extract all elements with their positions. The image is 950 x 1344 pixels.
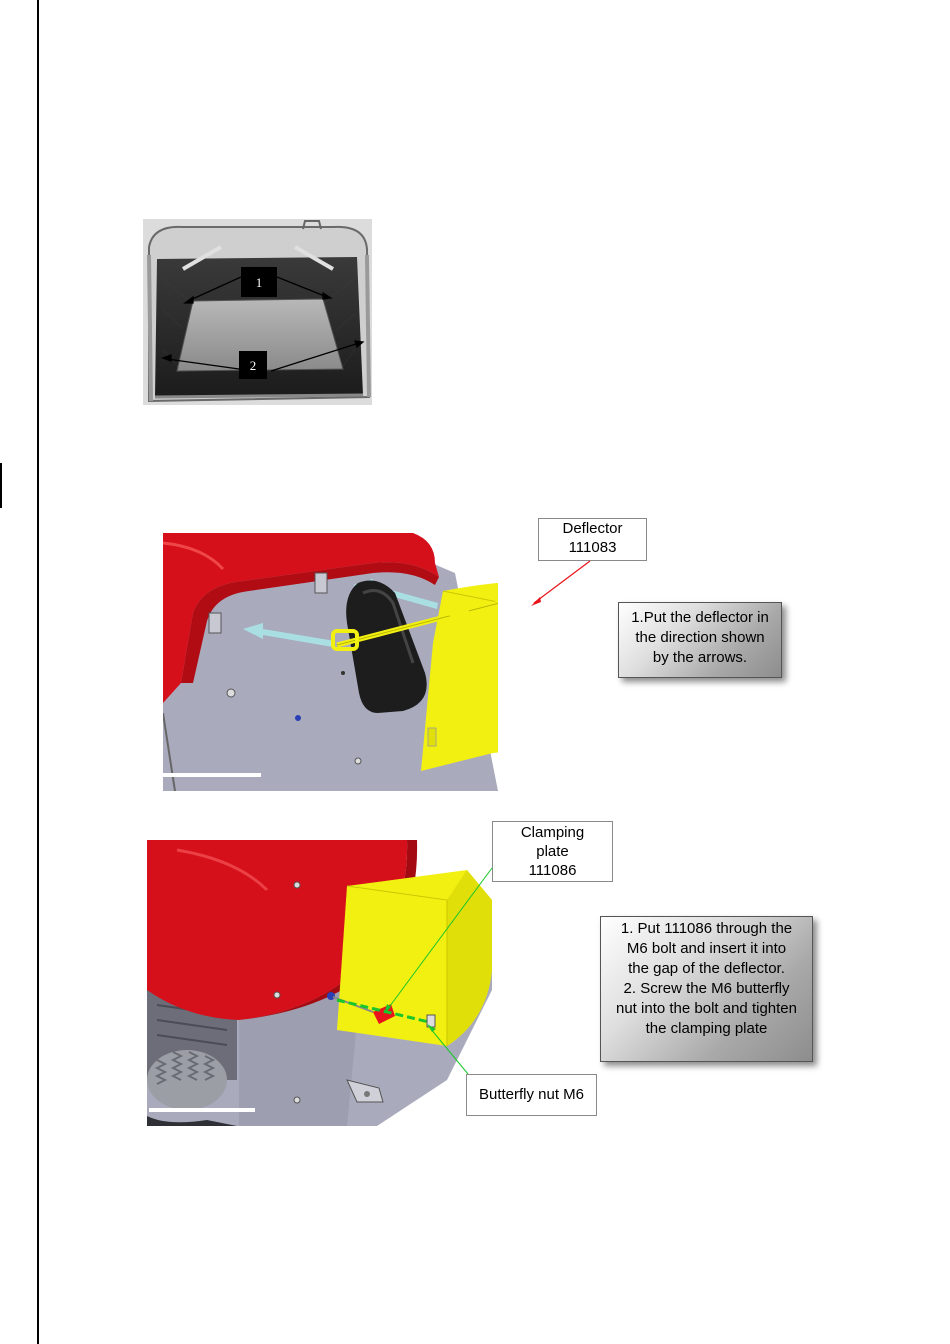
wheel-tire	[147, 1050, 227, 1110]
deflector-instruction-line: the direction shown	[635, 629, 765, 646]
grass-bag-illustration	[143, 219, 372, 405]
clamping-plate-label-partno: 111086	[528, 862, 577, 879]
deflector-instruction-line: 1.Put the deflector in	[631, 609, 769, 626]
deflector-label-name: Deflector	[562, 520, 623, 537]
deflector-cad-illustration	[163, 533, 498, 791]
margin-marker	[0, 463, 2, 508]
clamping-instruction-line: 2. Screw the M6 butterfly	[623, 980, 790, 997]
clamping-plate-install-drawing	[147, 840, 492, 1126]
callout-number-2: 2	[249, 358, 257, 373]
clamping-instruction-line: nut into the bolt and tighten	[616, 1000, 797, 1017]
butterfly-nut-label: Butterfly nut M6	[466, 1074, 597, 1116]
deflector-install-drawing	[163, 533, 498, 791]
deflector-label-partno: 111083	[568, 539, 617, 556]
clamping-plate-label-line: Clamping	[520, 824, 585, 841]
bracket-upper	[315, 573, 327, 593]
deflector-instruction-box	[618, 602, 782, 678]
clamping-cad-illustration	[147, 840, 492, 1126]
clamping-instruction-line: the gap of the deflector.	[628, 960, 785, 977]
callout-number-1: 1	[255, 275, 263, 290]
clamping-plate-label	[492, 821, 613, 882]
clamping-instruction-line: the clamping plate	[645, 1020, 768, 1037]
clamping-instruction-line: 1. Put 111086 through the	[620, 920, 793, 937]
grass-bag-photo	[143, 219, 372, 405]
page-margin-rule	[37, 0, 39, 1344]
clamping-plate-label-line: plate	[536, 843, 569, 860]
clamping-instruction-line: M6 bolt and insert it into	[626, 940, 787, 957]
deflector-instruction-line: by the arrows.	[652, 649, 748, 666]
deflector-label	[538, 518, 647, 561]
clamping-instruction-box	[600, 916, 813, 1062]
bracket-lower	[209, 613, 221, 633]
